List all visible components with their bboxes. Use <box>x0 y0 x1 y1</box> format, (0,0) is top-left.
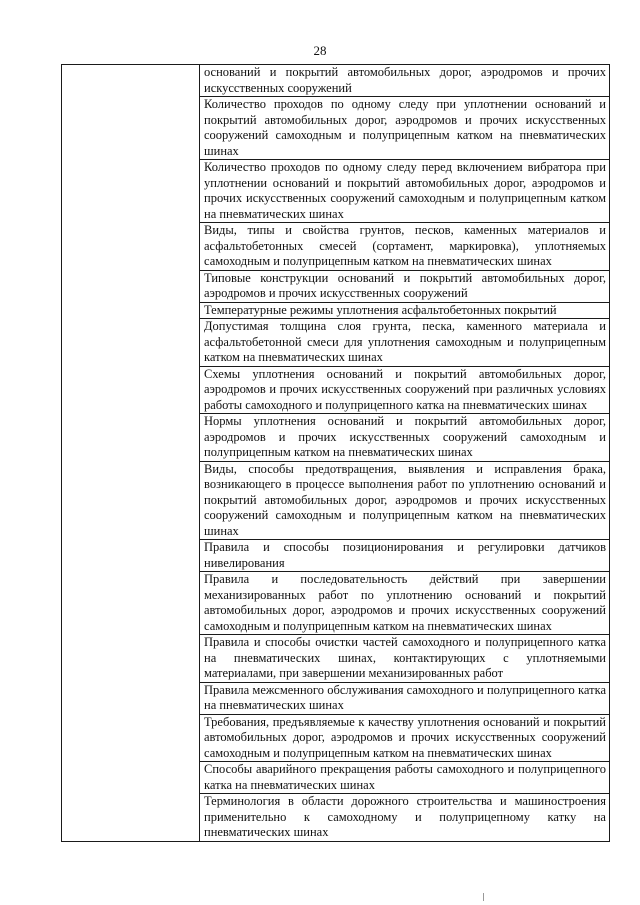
scan-mark <box>483 893 484 901</box>
row-text: Правила и последовательность действий при завершении механизированных работ по уплотнению оснований и покрытий автомобильных дорог, аэродромов и прочих искусственных сооружений самоходным и полуприцепным катком на пневматических шинах <box>204 572 606 633</box>
table-cell <box>200 319 610 367</box>
table-cell <box>200 302 610 319</box>
table-cell <box>200 635 610 683</box>
table-left-column-cell <box>62 65 200 842</box>
table-cell <box>200 65 610 97</box>
row-text: Количество проходов по одному следу при уплотнении оснований и покрытий автомобильных дорог, аэродромов и прочих искусственных сооружений самоходным и полуприцепным катком на пневматических шинах <box>204 97 606 158</box>
table-cell <box>200 540 610 572</box>
table-cell <box>200 414 610 462</box>
row-text: Нормы уплотнения оснований и покрытий автомобильных дорог, аэродромов и прочих искусственных сооружений самоходным и полуприцепным катком на пневматических шинах <box>204 414 606 459</box>
table-cell <box>200 794 610 842</box>
table-cell <box>200 572 610 635</box>
row-text: Правила и способы позиционирования и регулировки датчиков нивелирования <box>204 540 606 570</box>
row-text: Терминология в области дорожного строительства и машиностроения применительно к самоходному и полуприцепному катку на пневматических шинах <box>204 794 606 839</box>
row-text: Виды, типы и свойства грунтов, песков, каменных материалов и асфальтобетонных смесей (сортамент, маркировка), уплотняемых самоходным и полуприцепным катком на пневматических шинах <box>204 223 606 268</box>
row-text: Виды, способы предотвращения, выявления и исправления брака, возникающего в процессе выполнения работ по уплотнению оснований и покрытий автомобильных дорог, аэродромов и прочих искусственных сооружений самоходным и полуприцепным катком на пневматических шинах <box>204 461 606 538</box>
table-cell <box>200 461 610 540</box>
row-text: Правила и способы очистки частей самоходного и полуприцепного катка на пневматических шинах, контактирующих с уплотняемыми материалами, при завершении механизированных работ <box>204 635 606 680</box>
row-text: Правила межсменного обслуживания самоходного и полуприцепного катка на пневматических шинах <box>204 682 606 712</box>
table-cell <box>200 762 610 794</box>
table-cell <box>200 160 610 223</box>
row-text: Количество проходов по одному следу перед включением вибратора при уплотнении оснований и покрытий автомобильных дорог, аэродромов и прочих искусственных сооружений самоходным и полуприцепным катком на пневматических шинах <box>204 160 606 221</box>
table-cell <box>200 714 610 762</box>
table-cell <box>200 97 610 160</box>
table-cell <box>200 223 610 271</box>
row-text: оснований и покрытий автомобильных дорог, аэродромов и прочих искусственных сооружений <box>204 65 606 95</box>
table-cell <box>200 366 610 414</box>
row-text: Типовые конструкции оснований и покрытий автомобильных дорог, аэродромов и прочих искусственных сооружений <box>204 270 606 300</box>
row-text: Температурные режимы уплотнения асфальтобетонных покрытий <box>204 302 557 317</box>
row-text: Допустимая толщина слоя грунта, песка, каменного материала и асфальтобетонной смеси для уплотнения самоходным и полуприцепным катком на пневматических шинах <box>204 319 606 364</box>
page-number: 28 <box>313 43 327 58</box>
table-row <box>62 65 610 97</box>
row-text: Способы аварийного прекращения работы самоходного и полуприцепного катка на пневматических шинах <box>204 762 606 792</box>
table-cell <box>200 270 610 302</box>
row-text: Требования, предъявляемые к качеству уплотнения оснований и покрытий автомобильных дорог, аэродромов и прочих искусственных сооружений самоходным и полуприцепным катком на пневматических шинах <box>204 714 606 760</box>
requirements-table <box>61 64 610 842</box>
row-text: Схемы уплотнения оснований и покрытий автомобильных дорог, аэродромов и прочих искусственных сооружений при различных условиях работы самоходного и полуприцепного катка на пневматических шинах <box>204 366 606 412</box>
table-cell <box>200 682 610 714</box>
